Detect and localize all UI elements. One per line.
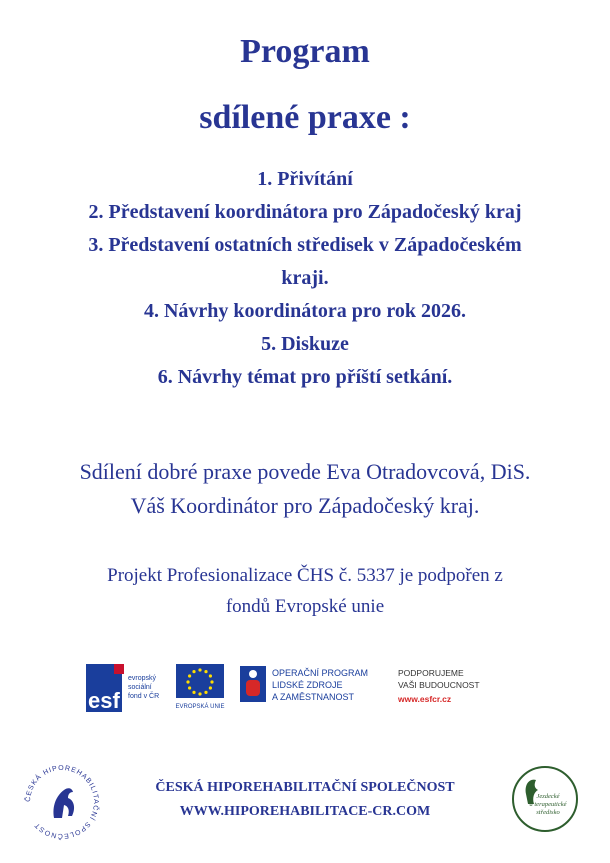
footer-website: WWW.HIPOREHABILITACE-CR.COM (179, 804, 431, 819)
funding-logos (84, 660, 524, 716)
logo-line-1: Jezdecké (536, 793, 560, 800)
support-slogan (397, 668, 480, 704)
esf-label-2: sociální (128, 684, 152, 691)
presenter-line: Sdílení dobré praxe povede Eva Otradovcová, DiS. (79, 459, 531, 484)
agenda-item: kraji. (281, 267, 329, 289)
agenda-item: 3. Představení ostatních středisek v Západočeském (88, 234, 522, 256)
op-person-body-icon (246, 680, 260, 696)
eu-label: EVROPSKÁ UNIE (175, 704, 225, 710)
agenda-item: 6. Návrhy témat pro příští setkání. (157, 366, 453, 388)
esf-mark: esf (88, 688, 120, 713)
op-line-3: A ZAMĚSTNANOST (272, 692, 355, 702)
esf-logo-accent (114, 664, 124, 674)
esf-label-1: evropský (128, 675, 157, 682)
presenter-block (0, 455, 610, 523)
coordinator-line: Váš Koordinátor pro Západočeský kraj. (130, 493, 480, 518)
agenda-list (0, 163, 610, 394)
logo-line-2: a terapeutické (529, 801, 567, 808)
riding-center-logo (510, 764, 580, 834)
agenda-item: 1. Přivítání (257, 168, 353, 190)
op-line-2: LIDSKÉ ZDROJE (272, 680, 343, 690)
support-line-2: VAŠI BUDOUCNOST (398, 680, 480, 690)
op-lzz-logo (240, 666, 368, 702)
agenda-item: 2. Představení koordinátora pro Západočeský kraj (88, 201, 522, 223)
agenda-item: 4. Návrhy koordinátora pro rok 2026. (143, 300, 467, 322)
seal-ring-text: ČESKÁ HIPOREHABILITAČNÍ SPOLEČNOST (24, 764, 100, 840)
agenda-item: 5. Diskuze (261, 333, 349, 355)
logo-line-3: středisko (536, 809, 560, 816)
esf-logo (86, 664, 159, 713)
support-url: www.esfcr.cz (398, 694, 452, 704)
footer-org-name: ČESKÁ HIPOREHABILITAČNÍ SPOLEČNOST (155, 780, 455, 795)
project-funding-note (0, 560, 610, 622)
esf-label-3: fond v ČR (128, 693, 160, 700)
project-line-1: Projekt Profesionalizace ČHS č. 5337 je podpořen z (107, 565, 503, 586)
op-line-1: OPERAČNÍ PROGRAM (272, 668, 369, 678)
page-title-line-1: Program (240, 33, 370, 70)
op-person-head-icon (249, 670, 257, 678)
support-line-1: PODPORUJEME (398, 668, 464, 678)
eu-flag-logo (175, 664, 224, 710)
page-title-line-2: sdílené praxe : (199, 99, 411, 136)
project-line-2: fondů Evropské unie (225, 596, 385, 617)
